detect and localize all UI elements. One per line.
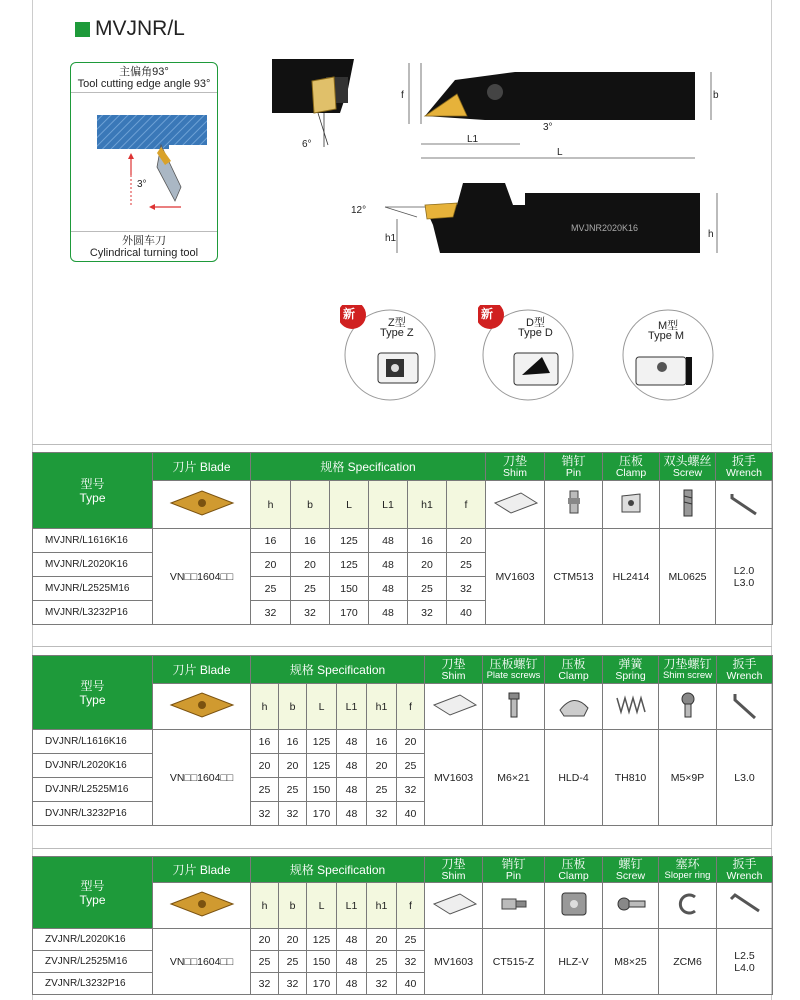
- t1-r4-h1: 32: [408, 601, 447, 625]
- t1-dim-h: h: [251, 481, 291, 529]
- title-square-icon: [75, 22, 90, 37]
- type-z-en: Type Z: [380, 327, 414, 339]
- type-m-cn: M型: [658, 320, 679, 332]
- dim-L1: L1: [467, 134, 479, 145]
- t3-dim-b: b: [279, 883, 307, 929]
- t1-col-pin: 销钉 Pin: [545, 453, 603, 481]
- t1-r3-L: 150: [330, 577, 369, 601]
- sloper-ring-icon: [659, 883, 717, 929]
- t1-col-clamp: 压板 Clamp: [603, 453, 660, 481]
- turning-tool-en: Cylindrical turning tool: [89, 247, 199, 259]
- t1-col-screw: 双头螺丝 Screw: [660, 453, 716, 481]
- cutting-angle-en: Tool cutting edge angle 93°: [77, 78, 211, 90]
- t1-col-shim: 刀垫 Shim: [486, 453, 545, 481]
- t1-pin-code: CTM513: [545, 529, 603, 625]
- dim-b: b: [713, 90, 719, 101]
- t3-col-screw: 螺钉 Screw: [603, 857, 659, 883]
- illustration-panel: [70, 62, 218, 262]
- type-z-badge: [334, 297, 435, 400]
- t1-r4-L: 170: [330, 601, 369, 625]
- t3-r1-h: 20: [251, 929, 279, 951]
- t1-col-wrench: 扳手 Wrench: [716, 453, 773, 481]
- t2-model-row-1: DVJNR/L1616K16: [33, 730, 153, 754]
- dim-h: h: [708, 229, 714, 240]
- t2-r3-h1: 25: [367, 778, 397, 802]
- type-m-en: Type M: [648, 330, 685, 342]
- t2-col-shim-screw: 刀垫螺钉 Shim screw: [659, 656, 717, 684]
- t2-r4-f: 40: [397, 802, 425, 826]
- clamp-icon: [603, 481, 660, 529]
- t3-r2-b: 25: [279, 951, 307, 973]
- t3-dim-f: f: [397, 883, 425, 929]
- t3-r3-f: 40: [397, 973, 425, 995]
- t2-shim-screw-code: M5×9P: [659, 730, 717, 826]
- t1-r3-L1: 48: [369, 577, 408, 601]
- t3-dim-L: L: [307, 883, 337, 929]
- t1-r3-f: 32: [447, 577, 486, 601]
- t2-r1-L1: 48: [337, 730, 367, 754]
- t1-r3-h1: 25: [408, 577, 447, 601]
- t3-model-row-3: ZVJNR/L3232P16: [33, 973, 153, 995]
- divider-top: [32, 444, 772, 445]
- t2-r1-f: 20: [397, 730, 425, 754]
- t2-r2-L1: 48: [337, 754, 367, 778]
- t2-wrench-code: L3.0: [717, 730, 773, 826]
- type-d-en: Type D: [518, 327, 553, 339]
- t1-model-row-4: MVJNR/L3232P16: [33, 601, 153, 625]
- t1-type-header: [33, 453, 153, 529]
- t1-shim-code: MV1603: [486, 529, 545, 625]
- t1-clamp-code: HL2414: [603, 529, 660, 625]
- t1-r2-f: 25: [447, 553, 486, 577]
- t2-model-row-4: DVJNR/L3232P16: [33, 802, 153, 826]
- t2-col-wrench: 扳手 Wrench: [717, 656, 773, 684]
- t1-r1-b: 16: [291, 529, 330, 553]
- screw-icon: [660, 481, 716, 529]
- t2-r4-h1: 32: [367, 802, 397, 826]
- t2-spec-header: 规格 Specification: [251, 656, 425, 684]
- t2-blade-code: VN□□1604□□: [153, 730, 251, 826]
- t1-dim-h1: h1: [408, 481, 447, 529]
- end-view-drawing: [262, 55, 362, 155]
- dim-f: f: [401, 90, 404, 101]
- t3-r3-h: 32: [251, 973, 279, 995]
- t2-r1-b: 16: [279, 730, 307, 754]
- angle-12: 12°: [351, 205, 367, 216]
- type-m-badge: [618, 305, 713, 400]
- t3-col-wrench: 扳手 Wrench: [717, 857, 773, 883]
- t2-col-plate-screws: 压板螺钉 Plate screws: [483, 656, 545, 684]
- t3-model-row-1: ZVJNR/L2020K16: [33, 929, 153, 951]
- t1-r2-h: 20: [251, 553, 291, 577]
- t3-shim-code: MV1603: [425, 929, 483, 995]
- t3-r2-L1: 48: [337, 951, 367, 973]
- type-d-new-badge: 新: [481, 307, 494, 321]
- t1-r2-h1: 20: [408, 553, 447, 577]
- t2-r3-b: 25: [279, 778, 307, 802]
- t3-r1-b: 20: [279, 929, 307, 951]
- t3-spec-header: 规格 Specification: [251, 857, 425, 883]
- t2-clamp-code: HLD-4: [545, 730, 603, 826]
- t1-blade-icon: [153, 481, 251, 529]
- pin-icon: [483, 883, 545, 929]
- shim-icon: [425, 883, 483, 929]
- t2-dim-L: L: [307, 684, 337, 730]
- t3-blade-header: 刀片 Blade: [153, 857, 251, 883]
- t2-type-cn: 型号: [80, 678, 105, 693]
- t1-r1-h1: 16: [408, 529, 447, 553]
- t1-screw-code: ML0625: [660, 529, 716, 625]
- t2-r3-h: 25: [251, 778, 279, 802]
- t2-dim-h1: h1: [367, 684, 397, 730]
- turning-illustration: [71, 95, 217, 233]
- type-d-new-ribbon: NEW: [472, 297, 489, 304]
- t2-shim-code: MV1603: [425, 730, 483, 826]
- t2-r1-h: 16: [251, 730, 279, 754]
- illustration-angle: 3°: [137, 179, 147, 190]
- t3-col-sloper-ring: 塞环 Sloper ring: [659, 857, 717, 883]
- t2-col-clamp: 压板 Clamp: [545, 656, 603, 684]
- t1-r1-f: 20: [447, 529, 486, 553]
- type-z-new-ribbon: NEW: [334, 297, 351, 304]
- t1-r2-L: 125: [330, 553, 369, 577]
- t1-model-row-1: MVJNR/L1616K16: [33, 529, 153, 553]
- t3-r2-f: 32: [397, 951, 425, 973]
- t3-r2-h: 25: [251, 951, 279, 973]
- t3-col-shim: 刀垫 Shim: [425, 857, 483, 883]
- t2-r2-h: 20: [251, 754, 279, 778]
- t2-r4-L1: 48: [337, 802, 367, 826]
- t1-r4-L1: 48: [369, 601, 408, 625]
- t2-r3-L1: 48: [337, 778, 367, 802]
- t1-type-cn: 型号: [80, 476, 105, 491]
- t3-blade-code: VN□□1604□□: [153, 929, 251, 995]
- t2-r2-h1: 20: [367, 754, 397, 778]
- t2-dim-f: f: [397, 684, 425, 730]
- t1-r3-b: 25: [291, 577, 330, 601]
- t3-r1-L1: 48: [337, 929, 367, 951]
- angle-3: 3°: [543, 122, 553, 133]
- illustration-top-caption: [71, 63, 217, 93]
- t1-type-en: Type: [79, 490, 106, 505]
- t3-clamp-code: HLZ-V: [545, 929, 603, 995]
- t3-model-row-2: ZVJNR/L2525M16: [33, 951, 153, 973]
- t2-dim-h: h: [251, 684, 279, 730]
- t2-r4-h: 32: [251, 802, 279, 826]
- t2-r2-b: 20: [279, 754, 307, 778]
- t2-plate-screw-code: M6×21: [483, 730, 545, 826]
- t2-r1-h1: 16: [367, 730, 397, 754]
- t1-r1-L1: 48: [369, 529, 408, 553]
- t3-r1-L: 125: [307, 929, 337, 951]
- divider-bottom: [32, 848, 772, 849]
- clamp-icon: [545, 684, 603, 730]
- t3-r2-h1: 25: [367, 951, 397, 973]
- t1-r3-h: 25: [251, 577, 291, 601]
- t3-dim-h1: h1: [367, 883, 397, 929]
- t3-r1-h1: 20: [367, 929, 397, 951]
- t1-blade-code: VN□□1604□□: [153, 529, 251, 625]
- t2-model-row-2: DVJNR/L2020K16: [33, 754, 153, 778]
- type-d-badge: [472, 297, 573, 400]
- divider-mid: [32, 646, 772, 647]
- shim-icon: [425, 684, 483, 730]
- side-view-drawing: [345, 175, 735, 270]
- t3-screw-code: M8×25: [603, 929, 659, 995]
- dim-L: L: [557, 147, 563, 158]
- type-d-cn: D型: [526, 317, 545, 329]
- t2-type-en: Type: [79, 692, 106, 707]
- t1-r4-h: 32: [251, 601, 291, 625]
- t1-blade-header: 刀片 Blade: [153, 453, 251, 481]
- holder-marking: MVJNR2020K16: [571, 223, 639, 233]
- t1-r4-b: 32: [291, 601, 330, 625]
- t3-r3-b: 32: [279, 973, 307, 995]
- t2-blade-header: 刀片 Blade: [153, 656, 251, 684]
- wrench-icon: [717, 883, 773, 929]
- t3-pin-code: CT515-Z: [483, 929, 545, 995]
- t2-r1-L: 125: [307, 730, 337, 754]
- t3-r1-f: 25: [397, 929, 425, 951]
- t1-model-row-3: MVJNR/L2525M16: [33, 577, 153, 601]
- illustration-bottom-caption: [71, 231, 217, 261]
- t1-dim-L1: L1: [369, 481, 408, 529]
- wrench-icon: [716, 481, 773, 529]
- t2-blade-icon: [153, 684, 251, 730]
- t2-col-spring: 弹簧 Spring: [603, 656, 659, 684]
- t2-col-shim: 刀垫 Shim: [425, 656, 483, 684]
- t3-r2-L: 150: [307, 951, 337, 973]
- t2-type-header: [33, 656, 153, 730]
- t2-model-row-3: DVJNR/L2525M16: [33, 778, 153, 802]
- table-mvjnr: [32, 452, 773, 625]
- t3-col-pin: 销钉 Pin: [483, 857, 545, 883]
- t2-r4-b: 32: [279, 802, 307, 826]
- t2-r3-f: 32: [397, 778, 425, 802]
- top-view-drawing: [395, 58, 735, 168]
- t1-r1-h: 16: [251, 529, 291, 553]
- t2-r2-f: 25: [397, 754, 425, 778]
- shim-screw-icon: [659, 684, 717, 730]
- t3-type-en: Type: [79, 892, 106, 907]
- page-title: MVJNR/L: [95, 17, 185, 40]
- shim-icon: [486, 481, 545, 529]
- clamp-icon: [545, 883, 603, 929]
- t2-dim-b: b: [279, 684, 307, 730]
- t3-dim-h: h: [251, 883, 279, 929]
- table-dvjnr: [32, 655, 773, 826]
- turning-tool-cn: 外圆车刀: [122, 235, 166, 247]
- screw-icon: [603, 883, 659, 929]
- t1-dim-f: f: [447, 481, 486, 529]
- angle-6: 6°: [302, 139, 312, 150]
- t1-r4-f: 40: [447, 601, 486, 625]
- t1-wrench-code: L2.0 L3.0: [716, 529, 773, 625]
- plate-screw-icon: [483, 684, 545, 730]
- t3-r3-L: 170: [307, 973, 337, 995]
- t1-dim-L: L: [330, 481, 369, 529]
- type-z-new-badge: 新: [343, 307, 356, 321]
- cutting-angle-cn: 主偏角93°: [119, 66, 169, 78]
- spring-icon: [603, 684, 659, 730]
- t1-model-row-2: MVJNR/L2020K16: [33, 553, 153, 577]
- t2-dim-L1: L1: [337, 684, 367, 730]
- t2-r3-L: 150: [307, 778, 337, 802]
- t3-wrench-code: L2.5 L4.0: [717, 929, 773, 995]
- t1-r2-L1: 48: [369, 553, 408, 577]
- wrench-icon: [717, 684, 773, 730]
- t3-r3-h1: 32: [367, 973, 397, 995]
- t1-r1-L: 125: [330, 529, 369, 553]
- pin-icon: [545, 481, 603, 529]
- t3-r3-L1: 48: [337, 973, 367, 995]
- table-zvjnr: [32, 856, 773, 995]
- t2-r4-L: 170: [307, 802, 337, 826]
- t2-spring-code: TH810: [603, 730, 659, 826]
- t3-dim-L1: L1: [337, 883, 367, 929]
- t1-r2-b: 20: [291, 553, 330, 577]
- type-z-cn: Z型: [388, 317, 406, 329]
- dim-h1: h1: [385, 233, 397, 244]
- t2-r2-L: 125: [307, 754, 337, 778]
- t1-spec-header: 规格 Specification: [251, 453, 486, 481]
- t3-type-cn: 型号: [80, 878, 105, 893]
- t3-type-header: [33, 857, 153, 929]
- t1-dim-b: b: [291, 481, 330, 529]
- t3-col-clamp: 压板 Clamp: [545, 857, 603, 883]
- t3-sloper-ring-code: ZCM6: [659, 929, 717, 995]
- t3-blade-icon: [153, 883, 251, 929]
